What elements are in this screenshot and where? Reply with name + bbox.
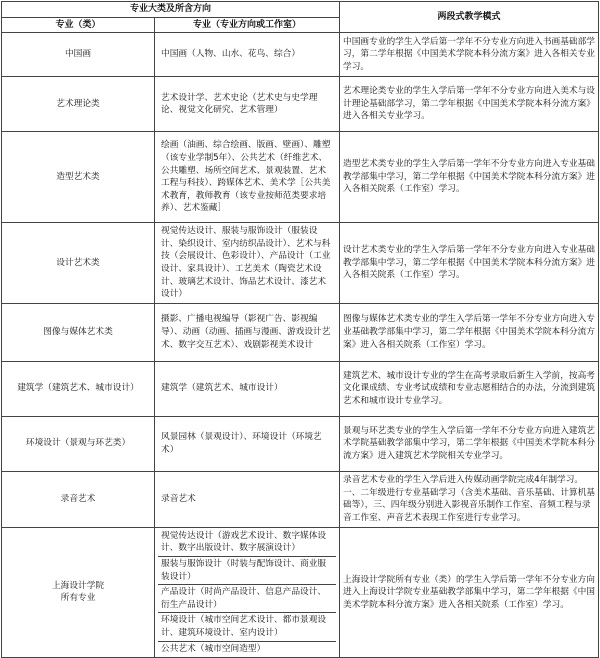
direction-cell: 建筑学（建筑艺术、城市设计） [161,383,283,394]
category-cell: 录音艺术 [60,493,96,504]
table-row [2,416,599,471]
header-direction: 专业（专业方向或工作室） [155,17,340,33]
direction-cell: 绘画（油画、综合绘画、版画、壁画）、雕塑（该专业学制5年）、公共艺术（纤维艺术、公共雕塑、场所空间艺术、景观装置、艺术工程与科技）、跨媒体艺术、美术学［公共美术教育，教师教育（该专业按师范类要求培养）、艺术鉴藏］ [161,140,331,214]
mode-cell: 上海设计学院所有专业（类）的学生入学后第一学年不分专业方向进入上海设计学院专业基础教学部集中学习，第二学年根据《中国美术学院本科分流方案》进入各相关院系（工作室）学习。 [340,527,599,657]
header-group: 专业大类及所含方向 [2,2,340,18]
category-cell: 环境设计（景观与环艺类） [25,438,131,449]
direction-cell: 摄影、广播电视编导（影视广告、影视编导）、动画（动画、插画与漫画、游戏设计艺术、数字交互艺术）、戏剧影视美术设计 [161,314,331,350]
mode-cell: 艺术理论类专业的学生入学后第一学年不分专业方向进入美术与设计理论基础部学习，第二学年根据《中国美术学院本科分流方案》进入各相关专业学习。 [340,77,599,132]
header-mode: 两段式教学模式 [340,2,599,33]
category-cell: 中国画 [64,49,92,60]
direction-cell: 公共艺术（城市空间造型） [158,641,336,657]
direction-cell: 录音艺术 [161,493,196,504]
mode-cell: 造型艺术类专业的学生入学后第一学年不分专业方向进入专业基础教学部集中学习，第二学年根据《中国美术学院本科分流方案》进入各相关院系（工作室）学习。 [340,132,599,223]
mode-cell: 中国画专业的学生入学后第一学年不分专业方向进入书画基础部学习，第二学年根据《中国美术学院本科分流方案》进入各相关专业学习。 [340,33,599,77]
direction-cell: 中国画（人物、山水、花鸟、综合） [161,49,300,60]
category-cell: 建筑学（建筑艺术、城市设计） [17,383,139,394]
direction-cell: 视觉传达设计、服装与服饰设计（服装设计、染织设计、室内纺织品设计）、艺术与科技（会展设计、色彩设计）、产品设计（工业设计、家具设计）、工艺美术（陶瓷艺术设计、玻璃艺术设计、饰品艺术设计、漆艺术设计） [161,226,331,300]
category-cell: 图像与媒体艺术类 [43,326,113,337]
table-row [2,77,599,132]
table-row [2,303,599,361]
direction-cell: 艺术设计学、艺术史论（艺术史与史学理论、视觉文化研究、艺术管理） [161,92,318,116]
direction-cell: 服装与服饰设计（时装与配饰设计、商业服装设计） [158,556,336,584]
table-row [2,361,599,416]
category-cell: 上海设计学院 所有专业 [51,580,105,604]
table-row [2,527,599,657]
mode-cell: 景观与环艺类专业的学生入学后第一学年不分专业方向进入建筑艺术学院基础教学部集中学习，第二学年根据《中国美术学院本科分流方案》进入建筑艺术学院相关专业学习。 [340,416,599,471]
table-row [2,471,599,527]
mode-cell: 建筑艺术、城市设计专业的学生在高考录取后新生入学前，按高考文化课成绩、专业考试成绩和专业志愿相结合的办法，分流到建筑艺术和城市设计专业学习。 [340,361,599,416]
table-row [2,132,599,223]
direction-cell: 风景园林（景观设计）、环境设计（环境艺术） [161,432,322,455]
direction-cell: 产品设计（时尚产品设计、信息产品设计、衍生产品设计） [158,584,336,612]
direction-cell: 环境设计（城市空间艺术设计、都市景观设计、建筑环境设计、室内设计） [158,612,336,640]
table-row [2,223,599,304]
majors-table [1,1,599,658]
header-major: 专业（类） [2,17,155,33]
mode-cell: 图像与媒体艺术类专业的学生入学后第一学年不分专业方向进入专业基础教学部集中学习，第二学年根据《中国美术学院本科分流方案》进入各相关院系（工作室）学习。 [340,303,599,361]
category-cell: 造型艺术类 [56,171,100,182]
category-cell: 艺术理论类 [56,98,100,109]
mode-cell: 设计艺术类专业的学生入学后第一学年不分专业方向进入专业基础教学部集中学习，第二学年根据《中国美术学院本科分流方案》进入各相关院系（工作室）学习。 [340,223,599,304]
direction-cell: 视觉传达设计（游戏艺术设计、数字媒体设计、数字出版设计、数字展演设计） [161,530,327,554]
category-cell: 设计艺术类 [56,257,100,268]
mode-cell: 录音艺术专业的学生入学后进入传媒动画学院完成4年制学习。一、二年级进行专业基础学习（含美术基础、音乐基础、计算机基础等），三、四年级分别进入影视音乐制作工作室、音频工程与录音工作室、声音艺术表现工作室进行专业学习。 [340,471,599,527]
table-row [2,33,599,77]
